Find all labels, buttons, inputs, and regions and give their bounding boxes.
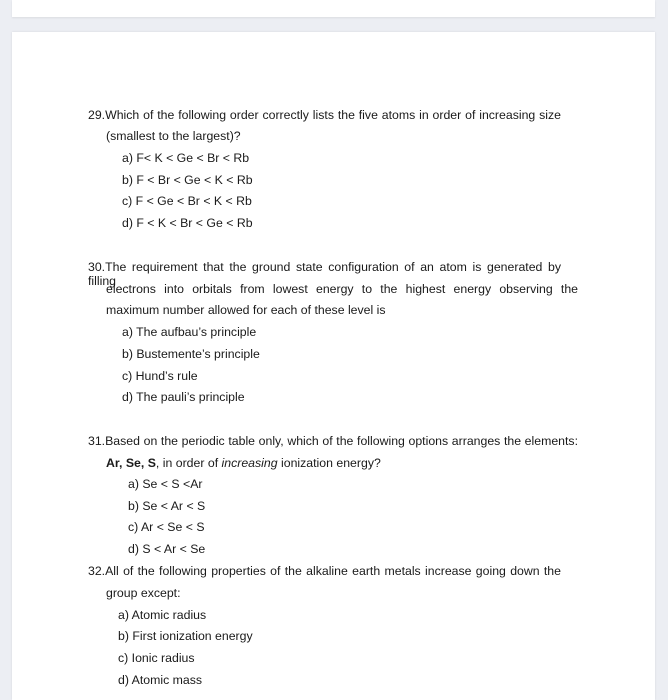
question-30-option-b: b) Bustemente’s principle <box>122 347 260 361</box>
question-text: Based on the periodic table only, which of the following options arranges the elements: <box>105 434 578 448</box>
question-32-option-c: c) Ionic radius <box>118 651 195 665</box>
question-31-option-c: c) Ar < Se < S <box>128 520 205 534</box>
question-29-option-a: a) F< K < Ge < Br < Rb <box>122 151 250 165</box>
question-number: 30. <box>88 260 106 274</box>
question-30-option-a: a) The aufbau’s principle <box>122 325 257 339</box>
question-30-option-d: d) The pauli’s principle <box>122 390 245 404</box>
document-page <box>12 32 655 700</box>
question-32-line-1 <box>88 564 561 578</box>
question-text: All of the following properties of the alkaline earth metals increase going down the <box>105 564 561 578</box>
question-30-option-c: c) Hund’s rule <box>122 369 198 383</box>
question-31-option-d: d) S < Ar < Se <box>128 542 206 556</box>
question-29-line-1 <box>88 108 561 122</box>
question-32-option-a: a) Atomic radius <box>118 608 207 622</box>
question-29-option-b: b) F < Br < Ge < K < Rb <box>122 173 253 187</box>
question-31-option-a: a) Se < S <Ar <box>128 477 203 491</box>
question-number: 29. <box>88 108 106 122</box>
question-number: 32. <box>88 564 106 578</box>
question-32-option-b: b) First ionization energy <box>118 629 253 643</box>
question-text: The requirement that the ground state configuration of an atom is generated by filling <box>88 260 561 288</box>
question-29-option-c: c) F < Ge < Br < K < Rb <box>122 194 252 208</box>
previous-page-edge <box>12 0 655 17</box>
question-29-option-d: d) F < K < Br < Ge < Rb <box>122 216 253 230</box>
question-text: Which of the following order correctly lists the five atoms in order of increasing size <box>105 108 561 122</box>
question-30-line-2: electrons into orbitals from lowest energy to the highest energy observing the <box>106 282 578 296</box>
question-number: 31. <box>88 434 106 448</box>
question-31-line-1 <box>88 434 578 448</box>
question-29-line-2: (smallest to the largest)? <box>106 129 241 143</box>
emphasis: increasing <box>221 456 278 470</box>
element-list: Ar, Se, S <box>106 456 156 470</box>
question-31-option-b: b) Se < Ar < S <box>128 499 206 513</box>
question-32-option-d: d) Atomic mass <box>118 673 203 687</box>
question-32-line-2: group except: <box>106 586 181 600</box>
question-30-line-3: maximum number allowed for each of these level is <box>106 303 386 317</box>
question-31-line-2: Ar, Se, S, in order of increasing ionization energy? <box>106 456 381 470</box>
